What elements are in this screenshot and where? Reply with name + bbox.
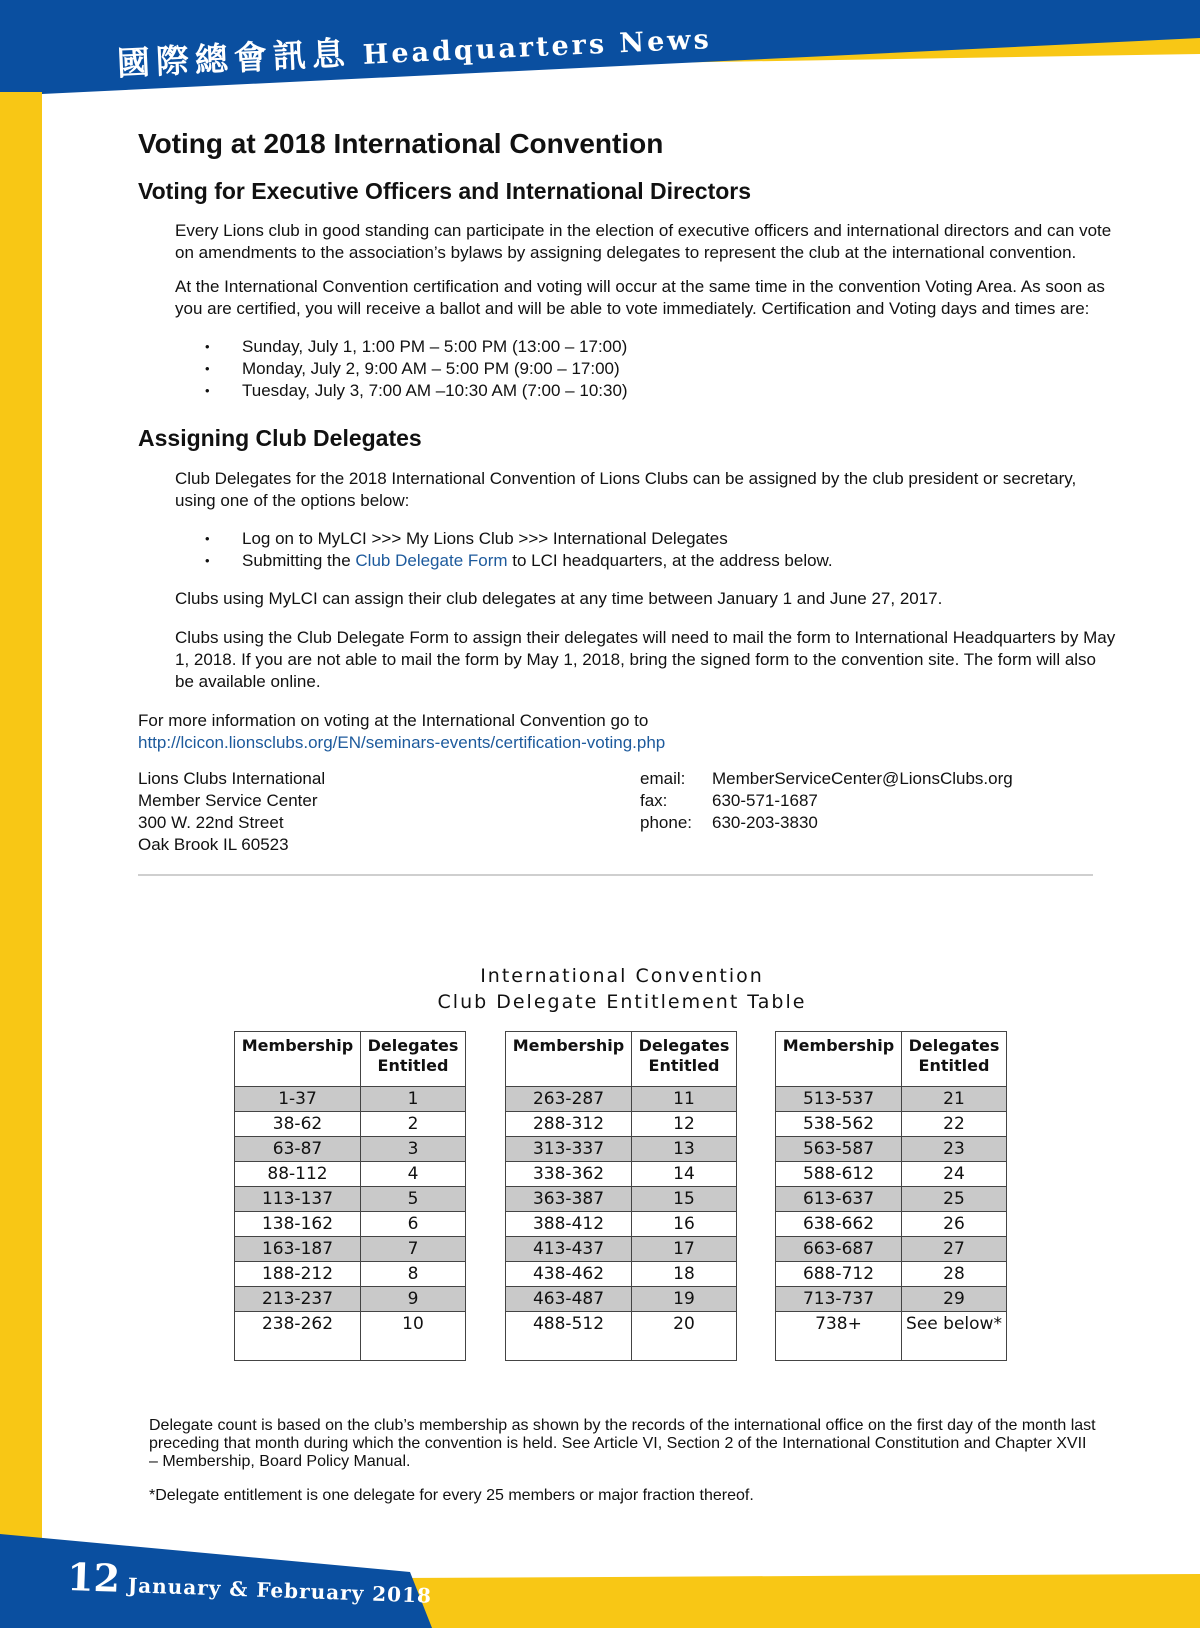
column-header-delegates: Delegates Entitled — [361, 1032, 466, 1087]
section-heading-voting: Voting for Executive Officers and International Directors — [138, 178, 752, 204]
email-label: email: — [640, 769, 686, 788]
more-info-text: For more information on voting at the International Convention go to — [138, 711, 649, 730]
membership-cell: 338-362 — [506, 1162, 632, 1187]
phone-label: phone: — [640, 813, 692, 832]
column-header-delegates: Delegates Entitled — [632, 1032, 737, 1087]
membership-cell: 388-412 — [506, 1212, 632, 1237]
entitlement-table-1 — [234, 1031, 466, 1361]
table-row — [506, 1212, 737, 1237]
membership-cell: 88-112 — [235, 1162, 361, 1187]
table-row — [776, 1087, 1007, 1112]
table-row — [506, 1087, 737, 1112]
voting-times-list — [242, 336, 1118, 402]
address-line: Member Service Center — [138, 791, 318, 810]
option2-suffix: to LCI headquarters, at the address below. — [507, 551, 833, 570]
delegates-cell: 10 — [361, 1312, 466, 1361]
delegates-cell: 11 — [632, 1087, 737, 1112]
contact-block — [138, 768, 1118, 860]
membership-cell: 463-487 — [506, 1287, 632, 1312]
paragraph-mylci-dates: Clubs using MyLCI can assign their club delegates at any time between January 1 and June 27, 2017. — [175, 589, 943, 608]
entitlement-table-title — [0, 963, 1200, 1015]
membership-cell: 63-87 — [235, 1137, 361, 1162]
membership-cell: 163-187 — [235, 1237, 361, 1262]
table-row — [506, 1287, 737, 1312]
table-row — [235, 1212, 466, 1237]
membership-cell: 563-587 — [776, 1137, 902, 1162]
paragraph-certification: At the International Convention certification and voting will occur at the same time in the convention Voting Area. As soon as you are certified, you will receive a ballot and will be able to vote immediately. Certification and Voting days and times are: — [175, 277, 1105, 318]
membership-cell: 213-237 — [235, 1287, 361, 1312]
page-number: 12 — [66, 1554, 121, 1601]
membership-cell: 263-287 — [506, 1087, 632, 1112]
fax-value: 630-571-1687 — [712, 791, 818, 810]
footnotes — [149, 1417, 1099, 1505]
contact-details — [640, 768, 1013, 834]
membership-cell: 513-537 — [776, 1087, 902, 1112]
membership-cell: 588-612 — [776, 1162, 902, 1187]
delegates-cell: 5 — [361, 1187, 466, 1212]
delegates-cell: 17 — [632, 1237, 737, 1262]
club-delegate-form-link[interactable]: Club Delegate Form — [355, 551, 508, 570]
list-item — [242, 550, 1118, 572]
paragraph-mail-form: Clubs using the Club Delegate Form to assign their delegates will need to mail the form to International Headquarters by May 1, 2018. If you are not able to mail the form by May 1, 2018, bring the signed form to the convention site. The form will also be available online. — [175, 628, 1116, 691]
article — [138, 128, 1118, 876]
table-row — [235, 1087, 466, 1112]
left-yellow-bar — [0, 92, 42, 1562]
delegates-cell: 14 — [632, 1162, 737, 1187]
membership-cell: 688-712 — [776, 1262, 902, 1287]
delegates-cell: 20 — [632, 1312, 737, 1361]
membership-cell: 738+ — [776, 1312, 902, 1361]
table-row — [776, 1212, 1007, 1237]
column-header-membership: Membership — [235, 1032, 361, 1087]
membership-cell: 538-562 — [776, 1112, 902, 1137]
table-row — [235, 1187, 466, 1212]
entitlement-table-2 — [505, 1031, 737, 1361]
footnote-delegate-count: Delegate count is based on the club’s membership as shown by the records of the international office on the first day of the month last preceding that month during which the convention is held. See Article VI, Section 2 of the International Constitution and Chapter XVII – Membership, Board Policy Manual. — [149, 1417, 1096, 1470]
membership-cell: 138-162 — [235, 1212, 361, 1237]
delegates-cell: 13 — [632, 1137, 737, 1162]
membership-cell: 288-312 — [506, 1112, 632, 1137]
phone-value: 630-203-3830 — [712, 813, 818, 832]
table-row — [776, 1112, 1007, 1137]
address-block — [138, 768, 325, 856]
table-row — [506, 1237, 737, 1262]
delegates-cell: 7 — [361, 1237, 466, 1262]
delegates-cell: 1 — [361, 1087, 466, 1112]
table-row — [506, 1312, 737, 1361]
delegates-cell: 9 — [361, 1287, 466, 1312]
table-title-line2: Club Delegate Entitlement Table — [437, 991, 807, 1013]
column-header-membership: Membership — [776, 1032, 902, 1087]
table-row — [506, 1187, 737, 1212]
delegates-cell: 6 — [361, 1212, 466, 1237]
membership-cell: 438-462 — [506, 1262, 632, 1287]
delegates-cell: 26 — [902, 1212, 1007, 1237]
table-row — [506, 1137, 737, 1162]
list-item: • Sunday, July 1, 1:00 PM – 5:00 PM (13:00 – 17:00) — [242, 336, 1118, 358]
delegate-options-list — [242, 528, 1118, 572]
delegates-cell: 16 — [632, 1212, 737, 1237]
footnote-entitlement: *Delegate entitlement is one delegate for every 25 members or major fraction thereof. — [149, 1487, 754, 1504]
list-item: • Monday, July 2, 9:00 AM – 5:00 PM (9:00 – 17:00) — [242, 358, 1118, 380]
table-row — [776, 1162, 1007, 1187]
table-row — [506, 1162, 737, 1187]
membership-cell: 1-37 — [235, 1087, 361, 1112]
table-row — [506, 1112, 737, 1137]
list-item: • Log on to MyLCI >>> My Lions Club >>> International Delegates — [242, 528, 1118, 550]
paragraph-assign-delegates: Club Delegates for the 2018 International Convention of Lions Clubs can be assigned by the club president or secretary, using one of the options below: — [175, 469, 1077, 510]
list-item: • Tuesday, July 3, 7:00 AM –10:30 AM (7:00 – 10:30) — [242, 380, 1118, 402]
paragraph-good-standing: Every Lions club in good standing can participate in the election of executive officers and international directors and can vote on amendments to the association’s bylaws by assigning delegates to represent the club at the international convention. — [175, 221, 1112, 262]
delegates-cell: 27 — [902, 1237, 1007, 1262]
membership-cell: 113-137 — [235, 1187, 361, 1212]
table-row — [235, 1312, 466, 1361]
table-row — [235, 1162, 466, 1187]
footer-yellow-band — [400, 1574, 1200, 1628]
membership-cell: 188-212 — [235, 1262, 361, 1287]
delegates-cell: 19 — [632, 1287, 737, 1312]
option2-prefix: Submitting the — [242, 551, 356, 570]
column-header-membership: Membership — [506, 1032, 632, 1087]
column-header-delegates: Delegates Entitled — [902, 1032, 1007, 1087]
membership-cell: 638-662 — [776, 1212, 902, 1237]
table-row — [776, 1187, 1007, 1212]
delegates-cell: 3 — [361, 1137, 466, 1162]
membership-cell: 713-737 — [776, 1287, 902, 1312]
issue-date: January & February 2018 — [127, 1573, 433, 1608]
address-line: Oak Brook IL 60523 — [138, 835, 289, 854]
table-row — [235, 1112, 466, 1137]
membership-cell: 238-262 — [235, 1312, 361, 1361]
more-info-link[interactable]: http://lcicon.lionsclubs.org/EN/seminars-events/certification-voting.php — [138, 733, 666, 752]
table-row — [776, 1262, 1007, 1287]
membership-cell: 663-687 — [776, 1237, 902, 1262]
membership-cell: 613-637 — [776, 1187, 902, 1212]
address-line: Lions Clubs International — [138, 769, 326, 788]
table-row — [776, 1237, 1007, 1262]
delegates-cell: 12 — [632, 1112, 737, 1137]
membership-cell: 413-437 — [506, 1237, 632, 1262]
header-title-zh: 國際總會訊息 — [116, 33, 352, 84]
table-row — [235, 1137, 466, 1162]
table-title-line1: International Convention — [480, 965, 764, 987]
delegates-cell: 15 — [632, 1187, 737, 1212]
table-row — [235, 1262, 466, 1287]
delegates-cell: 29 — [902, 1287, 1007, 1312]
membership-cell: 38-62 — [235, 1112, 361, 1137]
article-title: Voting at 2018 International Convention — [138, 128, 664, 159]
email-value[interactable]: MemberServiceCenter@LionsClubs.org — [712, 769, 1013, 788]
delegates-cell: See below* — [902, 1312, 1007, 1361]
delegates-cell: 4 — [361, 1162, 466, 1187]
table-row — [235, 1237, 466, 1262]
delegates-cell: 2 — [361, 1112, 466, 1137]
table-row — [776, 1312, 1007, 1361]
table-row — [235, 1287, 466, 1312]
address-line: 300 W. 22nd Street — [138, 813, 284, 832]
delegates-cell: 24 — [902, 1162, 1007, 1187]
membership-cell: 313-337 — [506, 1137, 632, 1162]
membership-cell: 363-387 — [506, 1187, 632, 1212]
delegates-cell: 8 — [361, 1262, 466, 1287]
table-row — [776, 1287, 1007, 1312]
delegates-cell: 18 — [632, 1262, 737, 1287]
delegates-cell: 23 — [902, 1137, 1007, 1162]
entitlement-table-3 — [775, 1031, 1007, 1361]
delegates-cell: 22 — [902, 1112, 1007, 1137]
header-title-en: Headquarters News — [362, 24, 713, 71]
section-divider — [138, 874, 1093, 876]
membership-cell: 488-512 — [506, 1312, 632, 1361]
table-row — [506, 1262, 737, 1287]
delegates-cell: 21 — [902, 1087, 1007, 1112]
table-row — [776, 1137, 1007, 1162]
delegates-cell: 25 — [902, 1187, 1007, 1212]
section-heading-delegates: Assigning Club Delegates — [138, 425, 422, 451]
delegates-cell: 28 — [902, 1262, 1007, 1287]
fax-label: fax: — [640, 791, 668, 810]
